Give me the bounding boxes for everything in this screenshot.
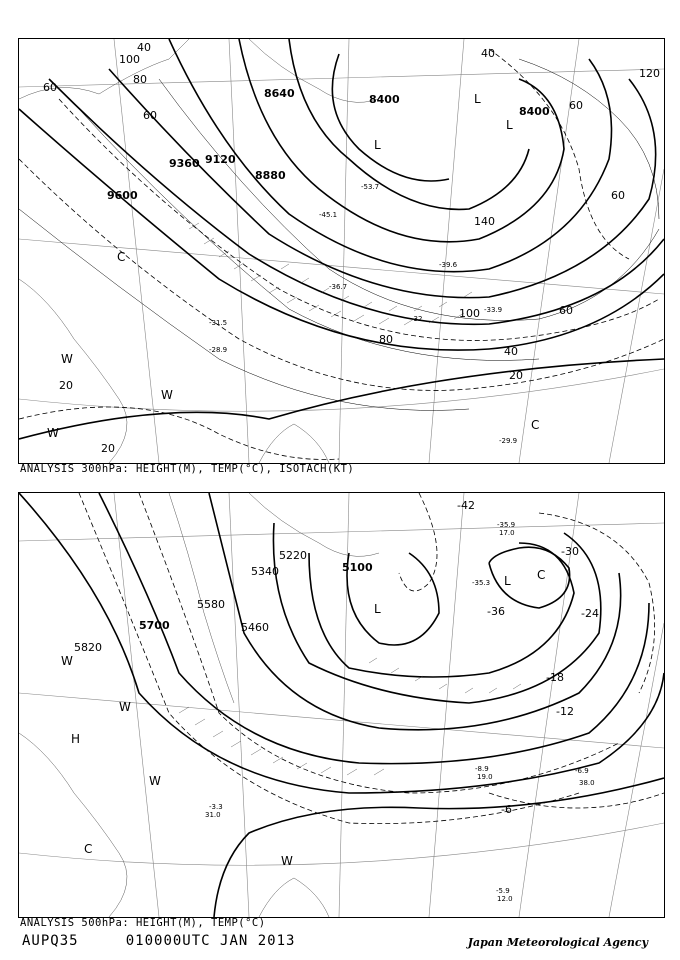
high-symbol: H: [71, 732, 81, 746]
warm-symbol-a: W: [61, 352, 73, 366]
station-temp-f: -3.3: [209, 803, 223, 811]
station-temp-b: -35.3: [472, 579, 491, 587]
height-label-8640: 8640: [264, 87, 295, 100]
map-panel-300hpa: [18, 38, 665, 464]
station-dewpoint-f: 31.0: [205, 811, 221, 819]
temp-label-g: -45.1: [319, 211, 338, 219]
low-symbol-a: L: [374, 138, 381, 152]
isotach-label-40-a: 40: [481, 47, 495, 60]
temp-label-f: -39.6: [439, 261, 458, 269]
warm-symbol-c: W: [47, 426, 59, 440]
isotach-label-60-e: 60: [611, 189, 625, 202]
station-temp-e: -5.9: [496, 887, 510, 895]
isotherms-300: [19, 49, 664, 459]
isotach-label-40-c: 40: [137, 41, 151, 54]
low-symbol-a: L: [374, 602, 381, 616]
isotachs-300: [19, 59, 659, 410]
agency-name: Japan Meteorological Agency: [467, 936, 648, 949]
height-label-5700: 5700: [139, 619, 170, 632]
caption-300hpa: ANALYSIS 300hPa: HEIGHT(M), TEMP(°C), ISOTACH(KT): [20, 463, 355, 475]
temp-label-m24: -24: [581, 607, 599, 620]
chart-id-line: [22, 933, 295, 949]
height-label-8400-b: 8400: [519, 105, 550, 118]
isotach-label-100: 100: [119, 53, 140, 66]
temp-label-m12: -12: [556, 705, 574, 718]
height-label-8400-a: 8400: [369, 93, 400, 106]
isotach-label-80: 80: [133, 73, 147, 86]
cold-symbol-a: C: [84, 842, 93, 856]
warm-symbol-b: W: [119, 700, 131, 714]
temp-label-m18: -18: [546, 671, 564, 684]
height-label-5820: 5820: [74, 641, 102, 654]
isotach-label-40-b: 40: [504, 345, 518, 358]
height-label-5100: 5100: [342, 561, 373, 574]
map-500hpa-svg: [19, 493, 664, 917]
temp-label-e: -36.7: [329, 283, 348, 291]
station-temp-c: -8.9: [475, 765, 489, 773]
isotach-label-60-b: 60: [143, 109, 157, 122]
station-dewpoint-d: 38.0: [579, 779, 595, 787]
station-dewpoint-a: 17.0: [499, 529, 515, 537]
temp-label-m30: -30: [561, 545, 579, 558]
temp-label-m36: -36: [487, 605, 505, 618]
isotach-label-120: 120: [639, 67, 660, 80]
height-label-5580: 5580: [197, 598, 225, 611]
map-300hpa-svg: [19, 39, 664, 463]
isotach-label-20-b: 20: [59, 379, 73, 392]
isotach-label-80-b: 80: [379, 333, 393, 346]
height-label-9120: 9120: [205, 153, 236, 166]
warm-symbol-c: W: [149, 774, 161, 788]
isotach-label-60-d: 60: [559, 304, 573, 317]
temp-label-i: -29.9: [499, 437, 518, 445]
caption-500hpa: ANALYSIS 500hPa: HEIGHT(M), TEMP(°C): [20, 917, 266, 929]
height-label-8880: 8880: [255, 169, 286, 182]
temp-label-h: -53.7: [361, 183, 380, 191]
valid-time: 010000UTC JAN 2013: [125, 933, 296, 949]
cold-symbol-b: C: [531, 418, 540, 432]
cold-symbol-a: C: [117, 250, 126, 264]
warm-symbol-d: W: [281, 854, 293, 868]
station-temp-a: -35.9: [497, 521, 516, 529]
station-dewpoint-e: 12.0: [497, 895, 513, 903]
temp-label-a: -28.9: [209, 346, 228, 354]
isotach-label-60-c: 60: [569, 99, 583, 112]
coastline: [19, 493, 379, 917]
temp-label-d: -33.9: [484, 306, 503, 314]
isotach-label-60-a: 60: [43, 81, 57, 94]
isotach-label-100: 100: [459, 307, 480, 320]
warm-symbol-b: W: [161, 388, 173, 402]
warm-symbol-a: W: [61, 654, 73, 668]
low-symbol-c: L: [474, 92, 481, 106]
low-symbol-b: L: [504, 574, 511, 588]
height-label-9600: 9600: [107, 189, 138, 202]
station-temp-d: -6.9: [575, 767, 589, 775]
height-label-5220: 5220: [279, 549, 307, 562]
height-label-5340: 5340: [251, 565, 279, 578]
temp-label-b: -31.5: [209, 319, 228, 327]
chart-code: AUPQ35: [22, 933, 79, 949]
temp-label-c: -32: [411, 315, 423, 323]
temp-label-m42: -42: [457, 499, 475, 512]
height-label-9360: 9360: [169, 157, 200, 170]
isotach-label-20-a: 20: [509, 369, 523, 382]
cold-symbol-b: C: [537, 568, 546, 582]
height-label-5460: 5460: [241, 621, 269, 634]
low-symbol-b: L: [506, 118, 513, 132]
isotach-label-20-c: 20: [101, 442, 115, 455]
isotach-label-140: 140: [474, 215, 495, 228]
temp-label-m6: -6: [501, 803, 512, 816]
map-panel-500hpa: [18, 492, 665, 918]
station-dewpoint-c: 19.0: [477, 773, 493, 781]
